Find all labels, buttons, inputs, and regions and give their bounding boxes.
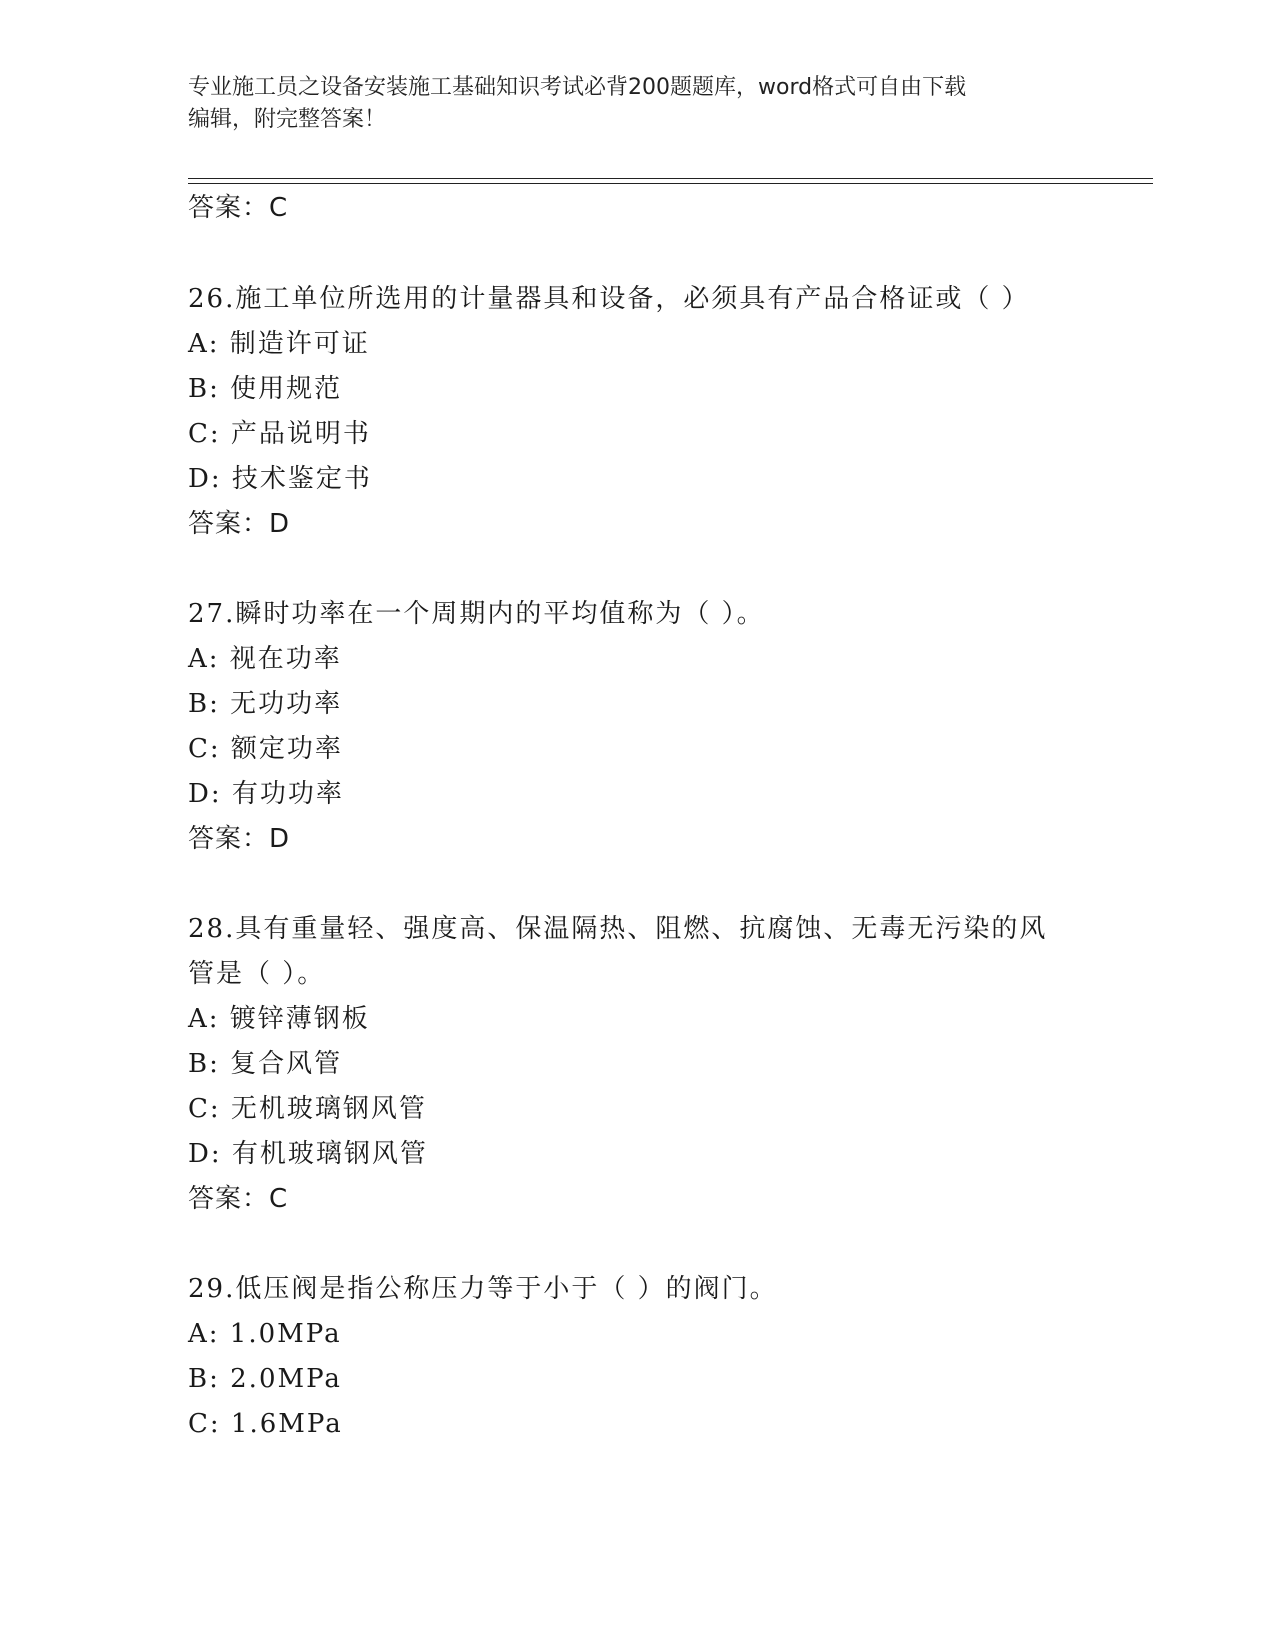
previous-answer: 答案：C (188, 193, 289, 223)
question-29-option-c: C: 1.6MPa (188, 1409, 343, 1439)
header-title-line-1: 专业施工员之设备安装施工基础知识考试必背200题题库，word格式可自由下载 (188, 75, 967, 100)
document-header (188, 72, 1088, 136)
question-28-option-b: B: 复合风管 (188, 1049, 343, 1079)
header-title-line-2: 编辑，附完整答案！ (188, 107, 387, 132)
question-27-option-b: B: 无功功率 (188, 689, 343, 719)
question-27-option-a: A: 视在功率 (188, 644, 342, 674)
question-28-stem-line-2: 管是（ ）。 (188, 959, 326, 989)
question-28-option-d: D: 有机玻璃钢风管 (188, 1139, 428, 1169)
header-divider-bottom (188, 183, 1153, 184)
question-28-stem-line-1: 28.具有重量轻、强度高、保温隔热、阻燃、抗腐蚀、无毒无污染的风 (188, 914, 1048, 944)
question-28-option-a: A: 镀锌薄钢板 (188, 1004, 370, 1034)
question-26-answer: 答案：D (188, 509, 291, 539)
question-27-option-c: C: 额定功率 (188, 734, 343, 764)
question-26-option-d: D: 技术鉴定书 (188, 464, 372, 494)
question-29-option-a: A: 1.0MPa (188, 1319, 342, 1349)
question-28-answer: 答案：C (188, 1184, 289, 1214)
question-27-answer: 答案：D (188, 824, 291, 854)
question-26-stem: 26.施工单位所选用的计量器具和设备，必须具有产品合格证或（ ） (188, 284, 1030, 314)
question-29-stem: 29.低压阀是指公称压力等于小于（ ）的阀门。 (188, 1274, 778, 1304)
question-29-option-b: B: 2.0MPa (188, 1364, 342, 1394)
question-27-stem: 27.瞬时功率在一个周期内的平均值称为（ ）。 (188, 599, 765, 629)
question-27-option-d: D: 有功功率 (188, 779, 344, 809)
question-28-option-c: C: 无机玻璃钢风管 (188, 1094, 427, 1124)
question-26-option-b: B: 使用规范 (188, 374, 343, 404)
header-divider-top (188, 178, 1153, 179)
question-26-option-a: A: 制造许可证 (188, 329, 370, 359)
question-26-option-c: C: 产品说明书 (188, 419, 371, 449)
